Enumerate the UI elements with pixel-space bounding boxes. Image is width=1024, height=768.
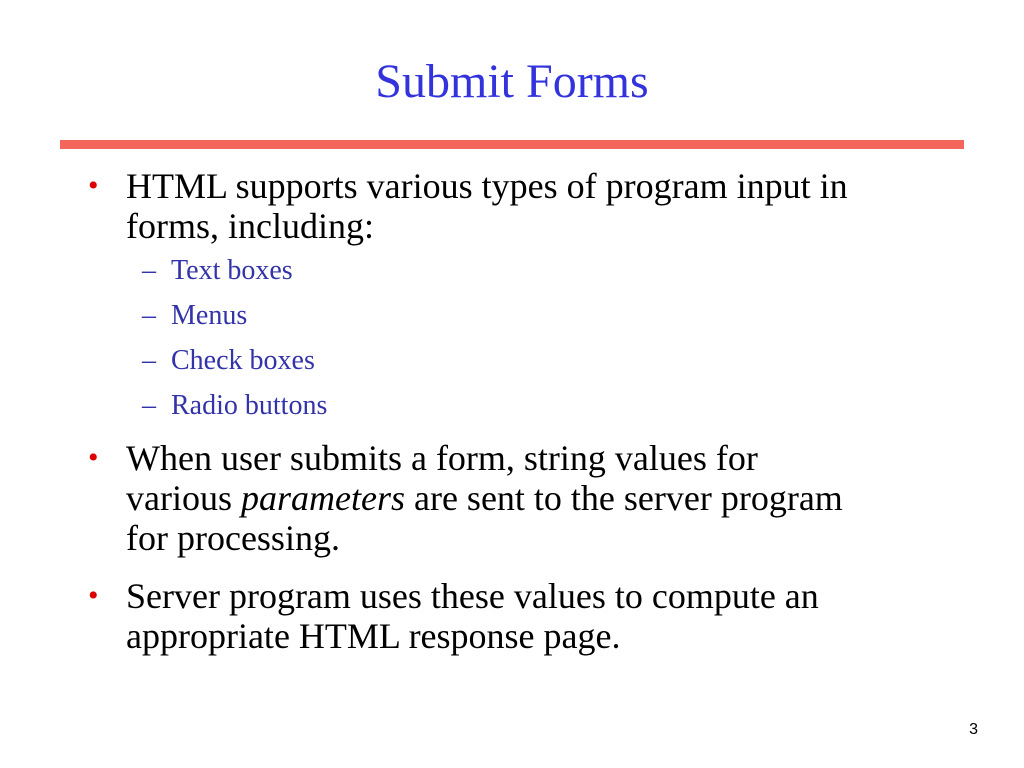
bullet-icon: • bbox=[88, 579, 99, 612]
parameters-emphasis: parameters bbox=[240, 478, 405, 518]
bullet-3-line-2: appropriate HTML response page. bbox=[126, 616, 621, 656]
bullet-icon: • bbox=[88, 441, 99, 474]
sub-item-label-1: Text boxes bbox=[171, 255, 293, 286]
bullet-2-line-3: for processing. bbox=[126, 518, 340, 558]
dash-icon: – bbox=[142, 345, 156, 376]
bullet-1-line-2: forms, including: bbox=[126, 206, 374, 246]
page-number: 3 bbox=[969, 721, 978, 738]
sub-item-label-4: Radio buttons bbox=[171, 390, 328, 421]
bullet-text-1 bbox=[126, 166, 926, 246]
bullet-text-3 bbox=[126, 576, 926, 656]
sub-item-label-3: Check boxes bbox=[171, 345, 315, 376]
dash-icon: – bbox=[142, 300, 156, 331]
bullet-2-line-1: When user submits a form, string values for bbox=[126, 438, 758, 478]
bullet-2-line-2-after: are sent to the server program bbox=[404, 478, 843, 518]
bullet-3-line-1: Server program uses these values to compute an bbox=[126, 576, 819, 616]
bullet-2-line-2-before: various bbox=[126, 478, 241, 518]
bullet-1-line-1: HTML supports various types of program input in bbox=[126, 166, 848, 206]
bullet-icon: • bbox=[88, 169, 99, 202]
title-divider bbox=[60, 140, 964, 149]
dash-icon: – bbox=[142, 255, 156, 286]
sub-item-label-2: Menus bbox=[171, 300, 248, 331]
dash-icon: – bbox=[142, 390, 156, 421]
slide-title: Submit Forms bbox=[375, 55, 649, 108]
bullet-2-line-2 bbox=[126, 478, 926, 518]
bullet-text-2 bbox=[126, 438, 926, 558]
